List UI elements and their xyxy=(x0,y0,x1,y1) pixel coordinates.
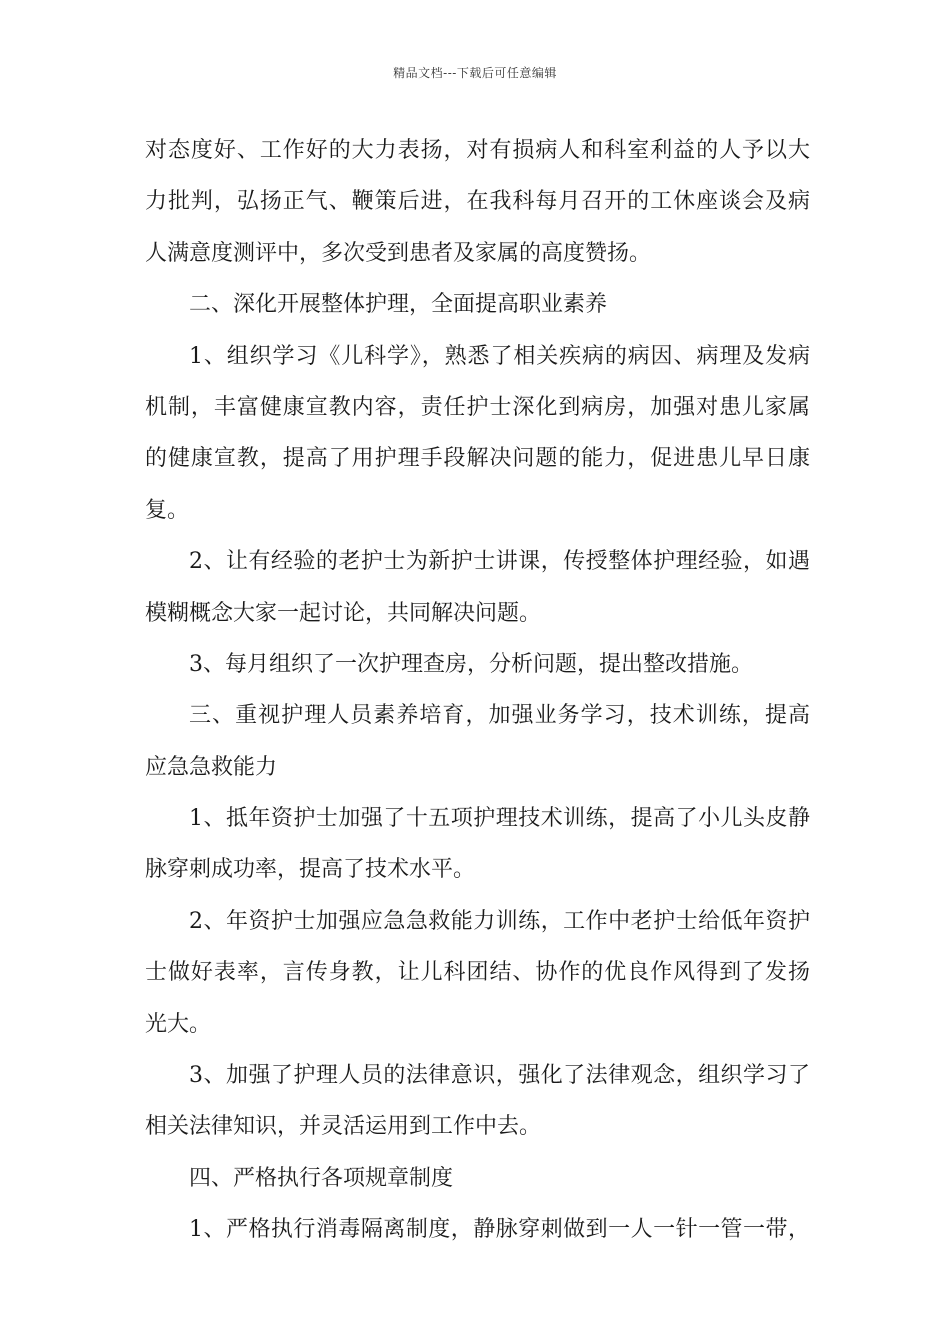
text-line: 2、年资护士加强应急急救能力训练，工作中老护士给低年资护 xyxy=(189,908,810,934)
text-line: 光大。 xyxy=(145,1011,212,1037)
text-line: 1、严格执行消毒隔离制度，静脉穿刺做到一人一针一管一带， xyxy=(189,1217,810,1243)
text-line: 机制，丰富健康宣教内容，责任护士深化到病房，加强对患儿家属 xyxy=(145,394,810,420)
text-line: 应急急救能力 xyxy=(145,754,278,780)
text-line: 3、加强了护理人员的法律意识，强化了法律观念，组织学习了 xyxy=(189,1063,810,1089)
text-line: 对态度好、工作好的大力表扬，对有损病人和科室利益的人予以大 xyxy=(145,138,810,163)
text-line: 的健康宣教，提高了用护理手段解决问题的能力，促进患儿早日康 xyxy=(145,446,810,472)
text-line: 复。 xyxy=(145,497,190,523)
text-line: 1、组织学习《儿科学》，熟悉了相关疾病的病因、病理及发病 xyxy=(189,343,810,369)
text-line: 士做好表率，言传身教，让儿科团结、协作的优良作风得到了发扬 xyxy=(145,960,810,986)
document-body xyxy=(145,125,810,1256)
text-line: 相关法律知识，并灵活运用到工作中去。 xyxy=(145,1114,542,1140)
text-line: 3、每月组织了一次护理查房，分析问题，提出整改措施。 xyxy=(189,651,753,677)
text-line: 力批判，弘扬正气、鞭策后进，在我科每月召开的工休座谈会及病 xyxy=(145,189,810,215)
text-line: 三、重视护理人员素养培育，加强业务学习，技术训练，提高 xyxy=(189,703,810,729)
page-header: 精品文档---下载后可任意编辑 xyxy=(393,66,557,80)
text-line: 1、抵年资护士加强了十五项护理技术训练，提高了小儿头皮静 xyxy=(189,806,810,832)
text-line: 脉穿刺成功率，提高了技术水平。 xyxy=(145,857,476,883)
text-line: 人满意度测评中，多次受到患者及家属的高度赞扬。 xyxy=(145,240,652,266)
text-line: 模糊概念大家一起讨论，共同解决问题。 xyxy=(145,600,542,626)
text-line: 四、严格执行各项规章制度 xyxy=(189,1165,454,1191)
text-line: 二、深化开展整体护理，全面提高职业素养 xyxy=(189,292,608,318)
text-line: 2、让有经验的老护士为新护士讲课，传授整体护理经验，如遇 xyxy=(189,549,810,575)
